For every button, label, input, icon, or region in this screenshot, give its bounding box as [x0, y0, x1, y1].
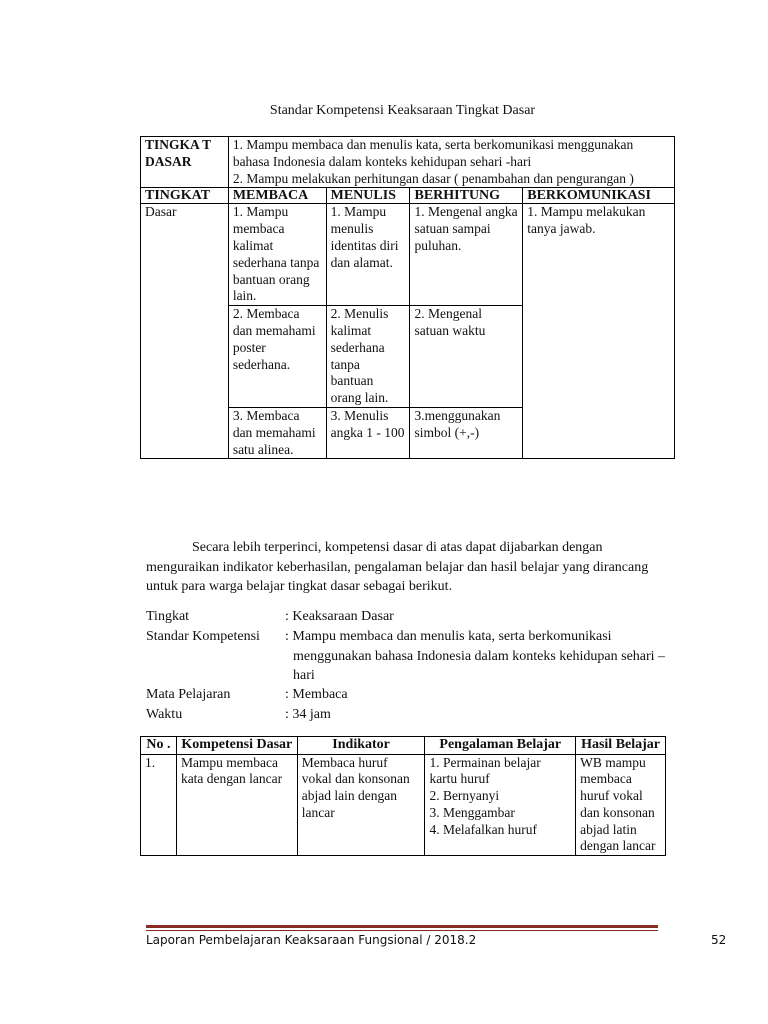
info-key: Waktu	[146, 707, 183, 722]
kompetensi-cell: Mampu membaca kata dengan lancar	[176, 754, 297, 856]
list-item: 2. Bernyanyi	[429, 788, 500, 804]
level-description-cell	[228, 137, 674, 188]
column-header: BERKOMUNIKASI	[523, 188, 675, 204]
competency-standard-table	[140, 136, 675, 459]
column-header: TINGKAT	[141, 188, 229, 204]
berhitung-cell: 1. Mengenal angka satuan sampai puluhan.	[410, 204, 523, 306]
column-header: MENULIS	[326, 188, 410, 204]
level-description-line: 2. Mampu melakukan perhitungan dasar ( penambahan dan pengurangan )	[232, 170, 634, 186]
info-key: Standar Kompetensi	[146, 629, 260, 644]
info-value: : 34 jam	[285, 707, 331, 722]
berhitung-cell: 2. Mengenal satuan waktu	[410, 306, 523, 408]
berkomunikasi-cell: 1. Mampu melakukan tanya jawab.	[523, 204, 675, 459]
berhitung-cell: 3.menggunakan simbol (+,-)	[410, 407, 523, 458]
column-header: Pengalaman Belajar	[425, 737, 576, 755]
table-row	[141, 204, 675, 306]
footer-text: Laporan Pembelajaran Keaksaraan Fungsional / 2018.2	[146, 933, 477, 947]
info-value: : Mampu membaca dan menulis kata, serta berkomunikasi menggunakan bahasa Indonesia dalam konteks kehidupan sehari – hari	[285, 629, 666, 683]
column-header: Hasil Belajar	[576, 737, 666, 755]
level-cell: Dasar	[141, 204, 229, 459]
menulis-cell: 3. Menulis angka 1 - 100	[326, 407, 410, 458]
lesson-plan-table	[140, 736, 666, 856]
number-cell: 1.	[141, 754, 177, 856]
column-header: Indikator	[297, 737, 425, 755]
level-label-cell: TINGKA T DASAR	[141, 137, 229, 188]
list-item: 3. Menggambar	[429, 804, 515, 820]
table-header-row	[141, 737, 666, 755]
level-description-line: 1. Mampu membaca dan menulis kata, serta berkomunikasi menggunakan bahasa Indonesia dalam konteks kehidupan sehari -hari	[232, 137, 634, 169]
info-key: Mata Pelajaran	[146, 687, 231, 702]
table-row	[141, 754, 666, 856]
column-header: MEMBACA	[228, 188, 326, 204]
membaca-cell: 3. Membaca dan memahami satu alinea.	[228, 407, 326, 458]
hasil-cell: WB mampu membaca huruf vokal dan konsonan abjad latin dengan lancar	[576, 754, 666, 856]
column-header: BERHITUNG	[410, 188, 523, 204]
page-number: 52	[711, 933, 727, 947]
list-item: 4. Melafalkan huruf	[429, 821, 538, 837]
table-header-row	[141, 188, 675, 204]
document-title: Standar Kompetensi Keaksaraan Tingkat Dasar	[269, 103, 536, 118]
indikator-cell: Membaca huruf vokal dan konsonan abjad lain dengan lancar	[297, 754, 425, 856]
menulis-cell: 2. Menulis kalimat sederhana tanpa bantuan orang lain.	[326, 306, 410, 408]
body-paragraph: Secara lebih terperinci, kompetensi dasar di atas dapat dijabarkan dengan menguraikan indikator keberhasilan, pengalaman belajar dan hasil belajar yang dirancang untuk para warga belajar tingkat dasar sebagai berikut.	[146, 540, 649, 594]
info-key: Tingkat	[146, 609, 190, 624]
list-item: 1. Permainan belajar kartu huruf	[429, 754, 541, 787]
menulis-cell: 1. Mampu menulis identitas diri dan alamat.	[326, 204, 410, 306]
footer-rule-thin	[146, 930, 658, 931]
pengalaman-cell	[425, 754, 576, 856]
footer-rule-thick	[146, 925, 658, 928]
info-value: : Keaksaraan Dasar	[285, 609, 394, 624]
table-row	[141, 137, 675, 188]
membaca-cell: 2. Membaca dan memahami poster sederhana.	[228, 306, 326, 408]
membaca-cell: 1. Mampu membaca kalimat sederhana tanpa bantuan orang lain.	[228, 204, 326, 306]
info-value: : Membaca	[285, 687, 348, 702]
column-header: No .	[141, 737, 177, 755]
column-header: Kompetensi Dasar	[176, 737, 297, 755]
